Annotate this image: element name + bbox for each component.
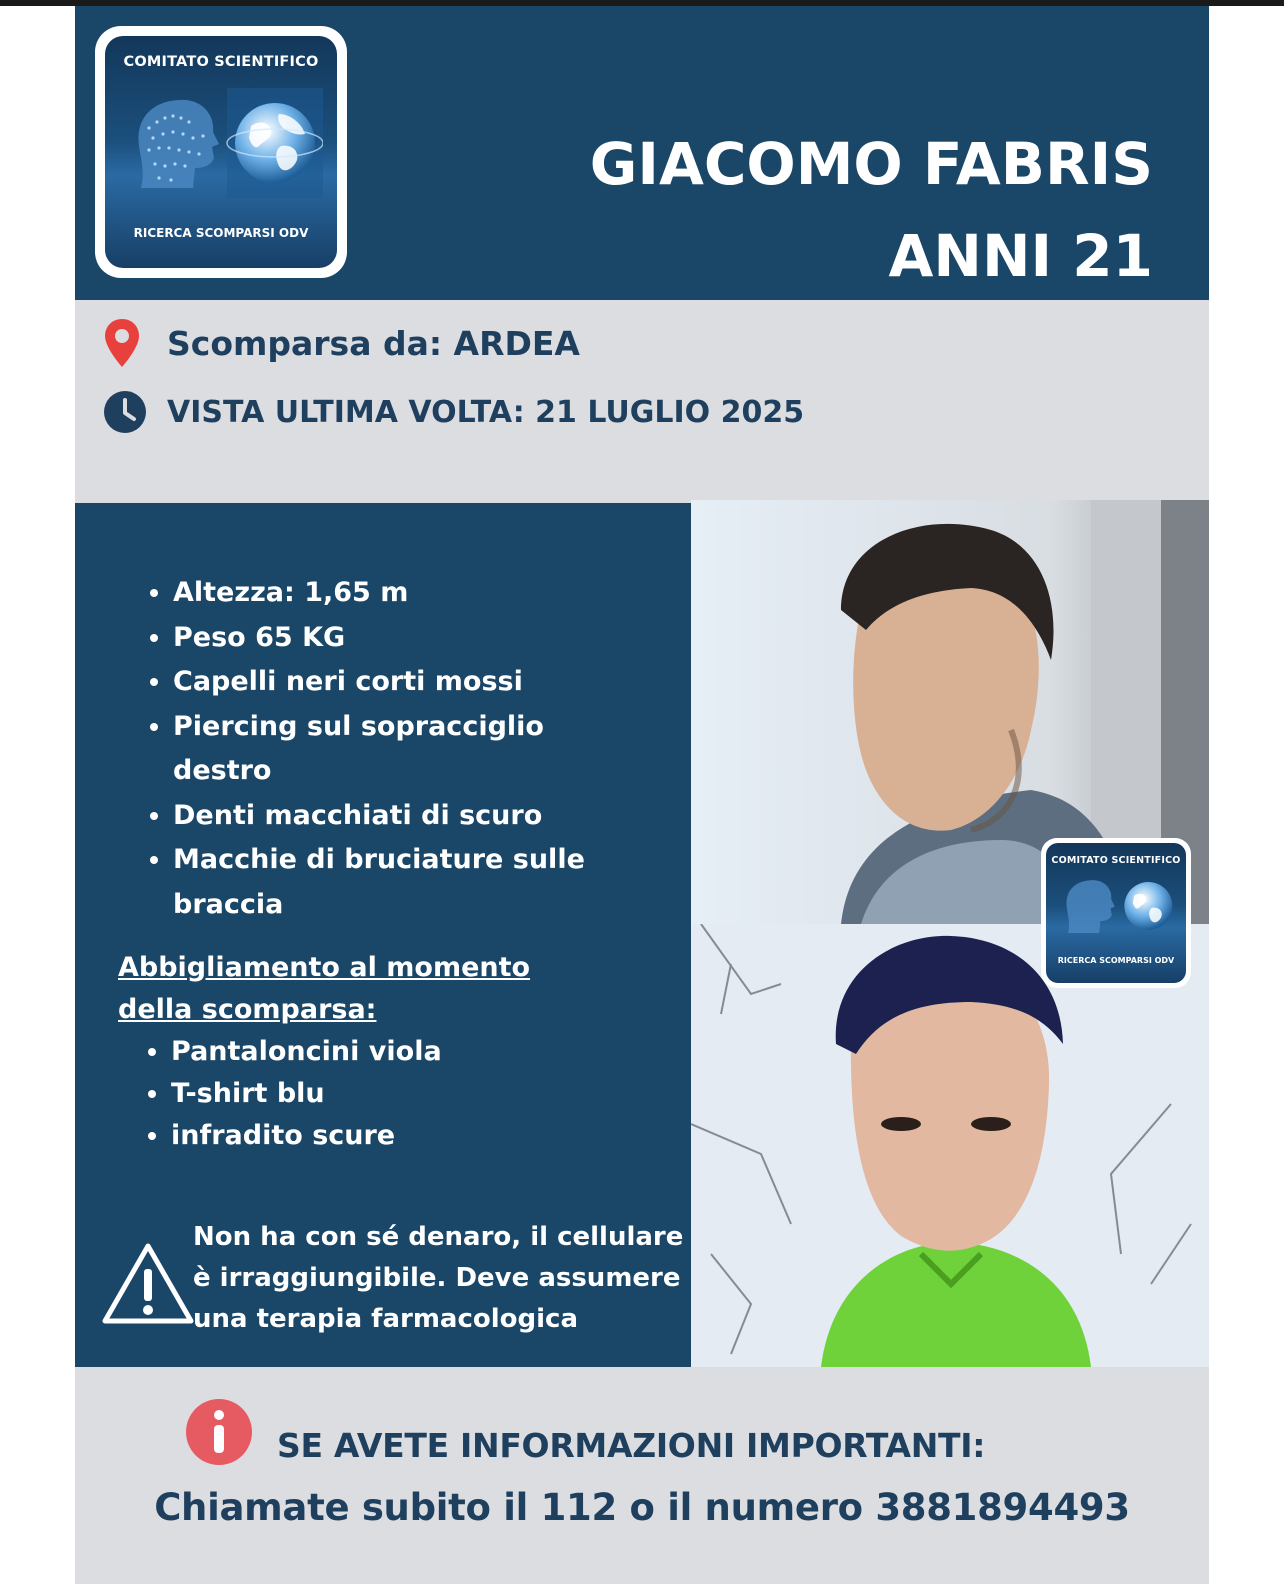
clothing-list (145, 1031, 591, 1157)
contact-call-line: Chiamate subito il 112 o il numero 3881894493 (154, 1486, 1130, 1529)
person-photo-2 (691, 924, 1209, 1367)
clothing-heading: Abbigliamento al momento della scomparsa: (118, 952, 531, 1025)
last-seen-row (103, 390, 804, 434)
warning-triangle-icon (101, 1241, 195, 1327)
info-icon (185, 1398, 253, 1466)
logo-top-text: COMITATO SCIENTIFICO (123, 54, 319, 70)
logo-top-text-small: COMITATO SCIENTIFICO (1051, 855, 1181, 866)
logo-badge (105, 36, 337, 268)
feature-item: • Denti macchiati di scuro (173, 794, 613, 839)
feature-item: • Capelli neri corti mossi (173, 660, 613, 705)
description-panel (75, 503, 691, 1367)
missing-from-row (103, 318, 580, 368)
organization-logo (95, 26, 347, 278)
warning-text: Non ha con sé denaro, il cellulare è irraggiungibile. Deve assumere una terapia farmacologica (193, 1222, 684, 1334)
person-age: ANNI 21 (888, 222, 1153, 290)
last-seen-text: VISTA ULTIMA VOLTA: 21 LUGLIO 2025 (167, 394, 805, 430)
person-name: GIACOMO FABRIS (589, 130, 1153, 198)
feature-item: • Peso 65 KG (173, 616, 613, 661)
clock-icon (103, 390, 147, 434)
contact-heading: SE AVETE INFORMAZIONI IMPORTANTI: (277, 1426, 986, 1465)
head-globe-icon (1054, 873, 1178, 939)
logo-badge-small (1046, 843, 1186, 983)
logo-bottom-text: RICERCA SCOMPARSI ODV (133, 226, 309, 240)
physical-features-list (147, 571, 613, 927)
missing-from-text: Scomparsa da: ARDEA (167, 323, 580, 363)
head-globe-icon (119, 88, 323, 198)
organization-logo-small (1041, 838, 1191, 988)
clothing-item: • Pantaloncini viola (171, 1031, 591, 1073)
feature-item: • Piercing sul sopracciglio destro (173, 705, 613, 794)
clothing-item: • T-shirt blu (171, 1073, 591, 1115)
logo-bottom-text-small: RICERCA SCOMPARSI ODV (1057, 956, 1175, 965)
clothing-item: • infradito scure (171, 1115, 591, 1157)
poster-header (75, 6, 1209, 300)
feature-item: • Altezza: 1,65 m (173, 571, 613, 616)
feature-item: • Macchie di bruciature sulle braccia (173, 838, 613, 927)
missing-person-poster (75, 6, 1209, 1584)
location-pin-icon (103, 318, 141, 368)
person-name-age (590, 118, 1153, 302)
